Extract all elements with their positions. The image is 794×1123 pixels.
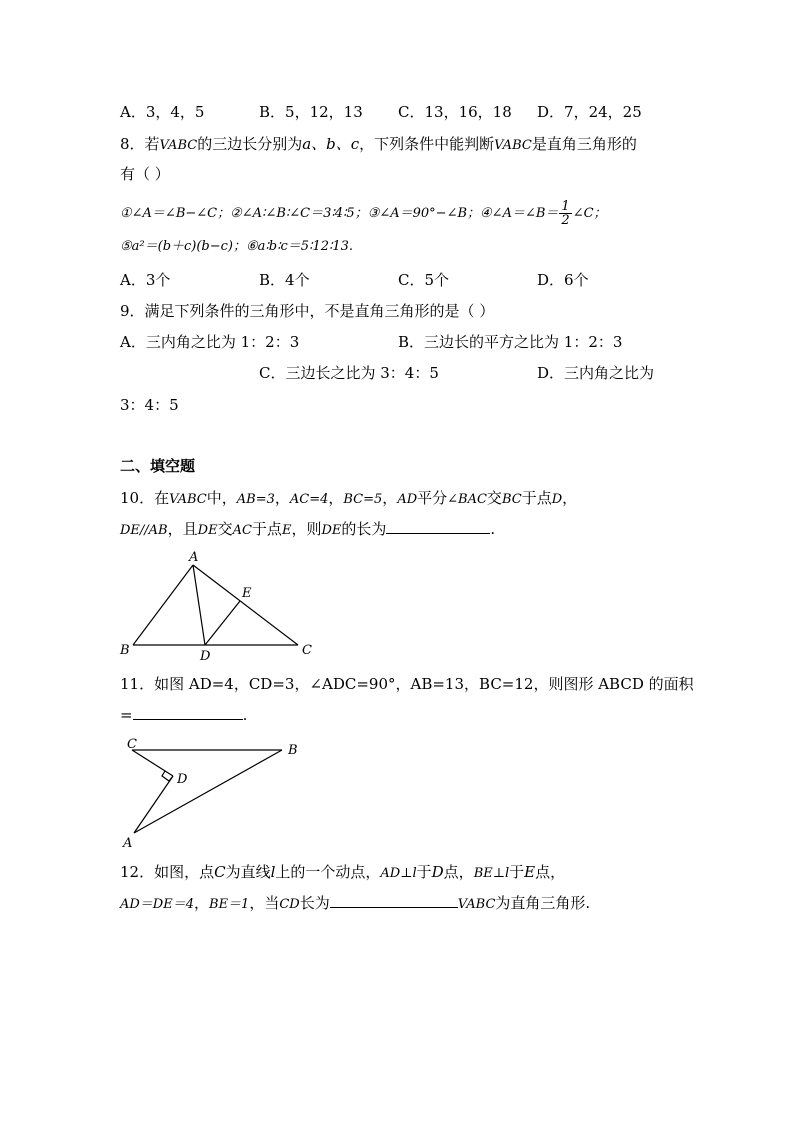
q7-option-d[interactable]: D．7，24，25 (537, 103, 642, 121)
label-b: B (288, 743, 298, 758)
label-e: E (242, 586, 252, 601)
segment-cd (132, 750, 173, 776)
label-d: D (200, 649, 211, 663)
segment-de (205, 601, 240, 645)
q8-option-c[interactable]: C．5个 (398, 271, 450, 289)
label-c: C (127, 737, 137, 752)
q9-option-a[interactable]: A．三内角之比为 1：2：3 (120, 333, 300, 351)
q8-conditions-line2: ⑤a²＝(b＋c)(b−c)；⑥a∶b∶c＝5∶12∶13. (120, 239, 354, 254)
q9-option-c[interactable]: C．三边长之比为 3：4：5 (259, 364, 439, 382)
q10-stem-line1: 10．在VABC中，AB=3，AC=4，BC=5，AD平分∠BAC交BC于点D， (120, 489, 578, 507)
segment-ab (134, 750, 282, 833)
segment-ac (193, 565, 298, 645)
q7-option-b[interactable]: B．5，12，13 (259, 103, 363, 121)
q7-option-a[interactable]: A．3，4，5 (120, 103, 205, 121)
q11-stem-line1: 11．如图 AD=4，CD=3，∠ADC=90°，AB=13，BC=12，则图形 ABCD 的面积 (120, 675, 694, 693)
q8-condition-3: ③∠A＝90°−∠B； (367, 206, 481, 221)
q8-condition-2: ②∠A∶∠B∶∠C＝3∶4∶5； (230, 206, 368, 221)
q8-condition-6: ⑥a∶b∶c＝5∶12∶13 (246, 239, 349, 254)
label-b: B (120, 643, 130, 658)
q7-option-c[interactable]: C．13，16，18 (398, 103, 512, 121)
q9-option-d[interactable]: D．三内角之比为 (537, 364, 655, 382)
segment-ad (193, 565, 205, 645)
label-a: A (189, 550, 199, 565)
segment-da (134, 776, 173, 833)
label-c: C (302, 643, 312, 658)
q8-option-a[interactable]: A．3个 (120, 271, 171, 289)
q9-stem: 9．满足下列条件的三角形中，不是直角三角形的是（ ） (120, 302, 495, 320)
q9-option-b[interactable]: B．三边长的平方之比为 1：2：3 (398, 333, 623, 351)
q8-stem-line2: 有（ ） (120, 165, 170, 183)
q11-stem-line2: = . (120, 706, 248, 724)
q8-condition-4: ④∠A＝∠B＝ $\frac{1}{2}$ ∠C； (480, 199, 607, 228)
q11-figure (118, 735, 308, 850)
q8-condition-1: ①∠A＝∠B−∠C； (120, 206, 231, 221)
section-title: 二、填空题 (120, 457, 196, 475)
fraction: $\frac{1}{2}$ (561, 199, 570, 228)
q11-answer-blank[interactable] (133, 705, 243, 720)
q8-option-b[interactable]: B．4个 (259, 271, 310, 289)
q8-option-d[interactable]: D．6个 (537, 271, 589, 289)
label-a: A (123, 836, 133, 850)
q12-stem-line1: 12．如图，点C为直线l上的一个动点，AD⊥l于D点，BE⊥l于E点， (120, 863, 566, 881)
q10-figure (110, 548, 330, 663)
segment-ab (133, 565, 193, 645)
q8-stem-line1: 8．若VABC的三边长分别为a、b、c，下列条件中能判断VABC是直角三角形的 (120, 135, 637, 153)
q10-stem-line2: DE//AB，且DE交AC于点E，则DE的长为 . (120, 520, 496, 538)
q12-answer-blank[interactable] (330, 893, 458, 908)
q10-answer-blank[interactable] (386, 519, 490, 534)
q8-condition-5: ⑤a²＝(b＋c)(b−c)； (120, 239, 247, 254)
q12-stem-line2: AD＝DE＝4，BE＝1，当CD长为 VABC为直角三角形. (120, 894, 591, 912)
q8-conditions-line1 (120, 200, 607, 227)
label-d: D (177, 772, 188, 787)
q9-option-d-continued: 3：4：5 (120, 396, 179, 414)
